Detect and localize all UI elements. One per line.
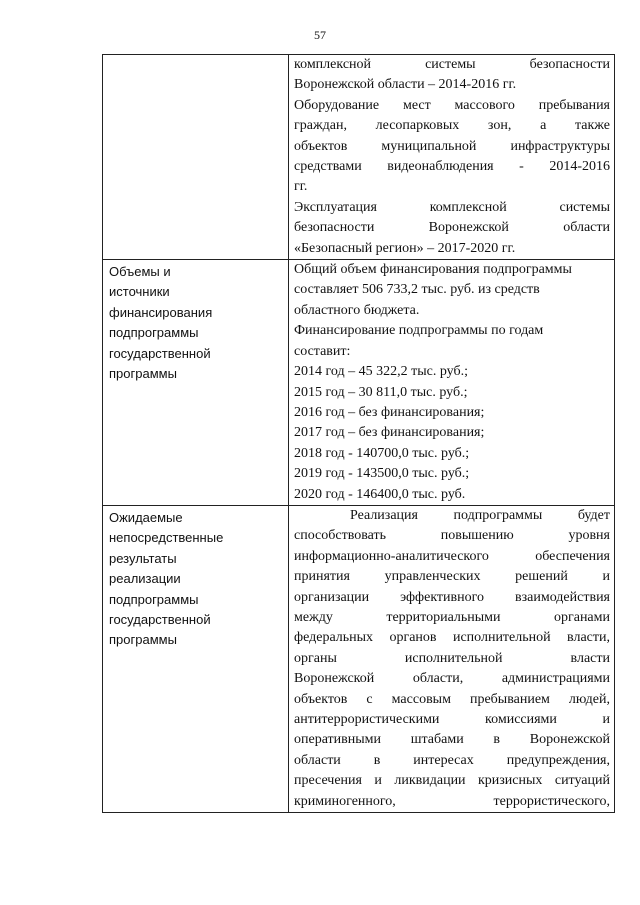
passport-table xyxy=(102,54,615,813)
text-line: безопасности Воронежской области xyxy=(294,220,610,236)
table-row xyxy=(103,260,615,506)
text-line: Эксплуатация комплексной системы xyxy=(294,199,610,215)
text-line: оперативными штабами в Воронежской xyxy=(294,732,610,748)
label-line: финансирования xyxy=(109,304,213,320)
text-line: Воронежской области, администрациями xyxy=(294,671,610,687)
label-line: Ожидаемые xyxy=(109,509,183,525)
text-line: 2020 год - 146400,0 тыс. руб. xyxy=(294,486,466,502)
text-line: принятия управленческих решений и xyxy=(294,569,610,585)
row-content-cell xyxy=(289,55,615,260)
text-line: объектов муниципальной инфраструктуры xyxy=(294,138,610,154)
label-line: результаты xyxy=(109,550,177,566)
label-line: источники xyxy=(109,284,170,300)
text-line: организации эффективного взаимодействия xyxy=(294,589,610,605)
label-line: программы xyxy=(109,366,177,382)
text-line: 2015 год – 30 811,0 тыс. руб.; xyxy=(294,384,468,400)
text-line: 2014 год – 45 322,2 тыс. руб.; xyxy=(294,364,468,380)
text-line: комплексной системы безопасности xyxy=(294,57,610,72)
row-content-cell xyxy=(289,260,615,506)
label-line: Объемы и xyxy=(109,264,171,280)
label-line: государственной xyxy=(109,611,211,627)
row-label-cell xyxy=(103,260,289,506)
text-line: Воронежской области – 2014-2016 гг. xyxy=(294,77,517,93)
label-line: государственной xyxy=(109,345,211,361)
row-label-cell xyxy=(103,505,289,812)
text-line: 2017 год – без финансирования; xyxy=(294,425,485,441)
label-line: реализации xyxy=(109,571,181,587)
text-line: составит: xyxy=(294,343,351,359)
table-row xyxy=(103,505,615,812)
text-line: Финансирование подпрограммы по годам xyxy=(294,323,544,339)
text-line: 2016 год – без финансирования; xyxy=(294,404,485,420)
text-line: области в интересах предупреждения, xyxy=(294,752,610,768)
text-line: органы исполнительной власти xyxy=(294,650,610,666)
table-row xyxy=(103,55,615,260)
text-line: «Безопасный регион» – 2017-2020 гг. xyxy=(294,240,516,256)
text-line: Оборудование мест массового пребывания xyxy=(294,97,610,113)
text-line: 2018 год - 140700,0 тыс. руб.; xyxy=(294,445,470,461)
text-line: Реализация подпрограммы будет xyxy=(350,507,610,523)
text-line: информационно-аналитического обеспечения xyxy=(294,548,610,564)
text-line: гг. xyxy=(294,179,308,195)
text-line: граждан, лесопарковых зон, а также xyxy=(294,118,610,134)
text-line: антитеррористическими комиссиями и xyxy=(294,712,610,727)
text-line: Общий объем финансирования подпрограммы xyxy=(294,262,572,278)
row-content-cell xyxy=(289,505,615,812)
text-line: средствами видеонаблюдения - 2014-2016 xyxy=(294,159,610,175)
label-line: подпрограммы xyxy=(109,325,199,341)
text-line: федеральных органов исполнительной власти, xyxy=(294,630,610,646)
text-line: составляет 506 733,2 тыс. руб. из средств xyxy=(294,282,540,298)
text-line: областного бюджета. xyxy=(294,302,420,318)
row-label-cell xyxy=(103,55,289,260)
label-line: программы xyxy=(109,632,177,648)
text-line: объектов с массовым пребыванием людей, xyxy=(294,691,610,707)
label-line: подпрограммы xyxy=(109,591,199,607)
text-line: способствовать повышению уровня xyxy=(294,528,610,544)
page-number: 57 xyxy=(314,28,326,42)
text-line: между территориальными органами xyxy=(294,609,610,625)
text-line: криминогенного, террористического, xyxy=(294,793,610,809)
text-line: 2019 год - 143500,0 тыс. руб.; xyxy=(294,466,470,482)
label-line: непосредственные xyxy=(109,530,224,546)
text-line: пресечения и ликвидации кризисных ситуаций xyxy=(294,773,610,789)
